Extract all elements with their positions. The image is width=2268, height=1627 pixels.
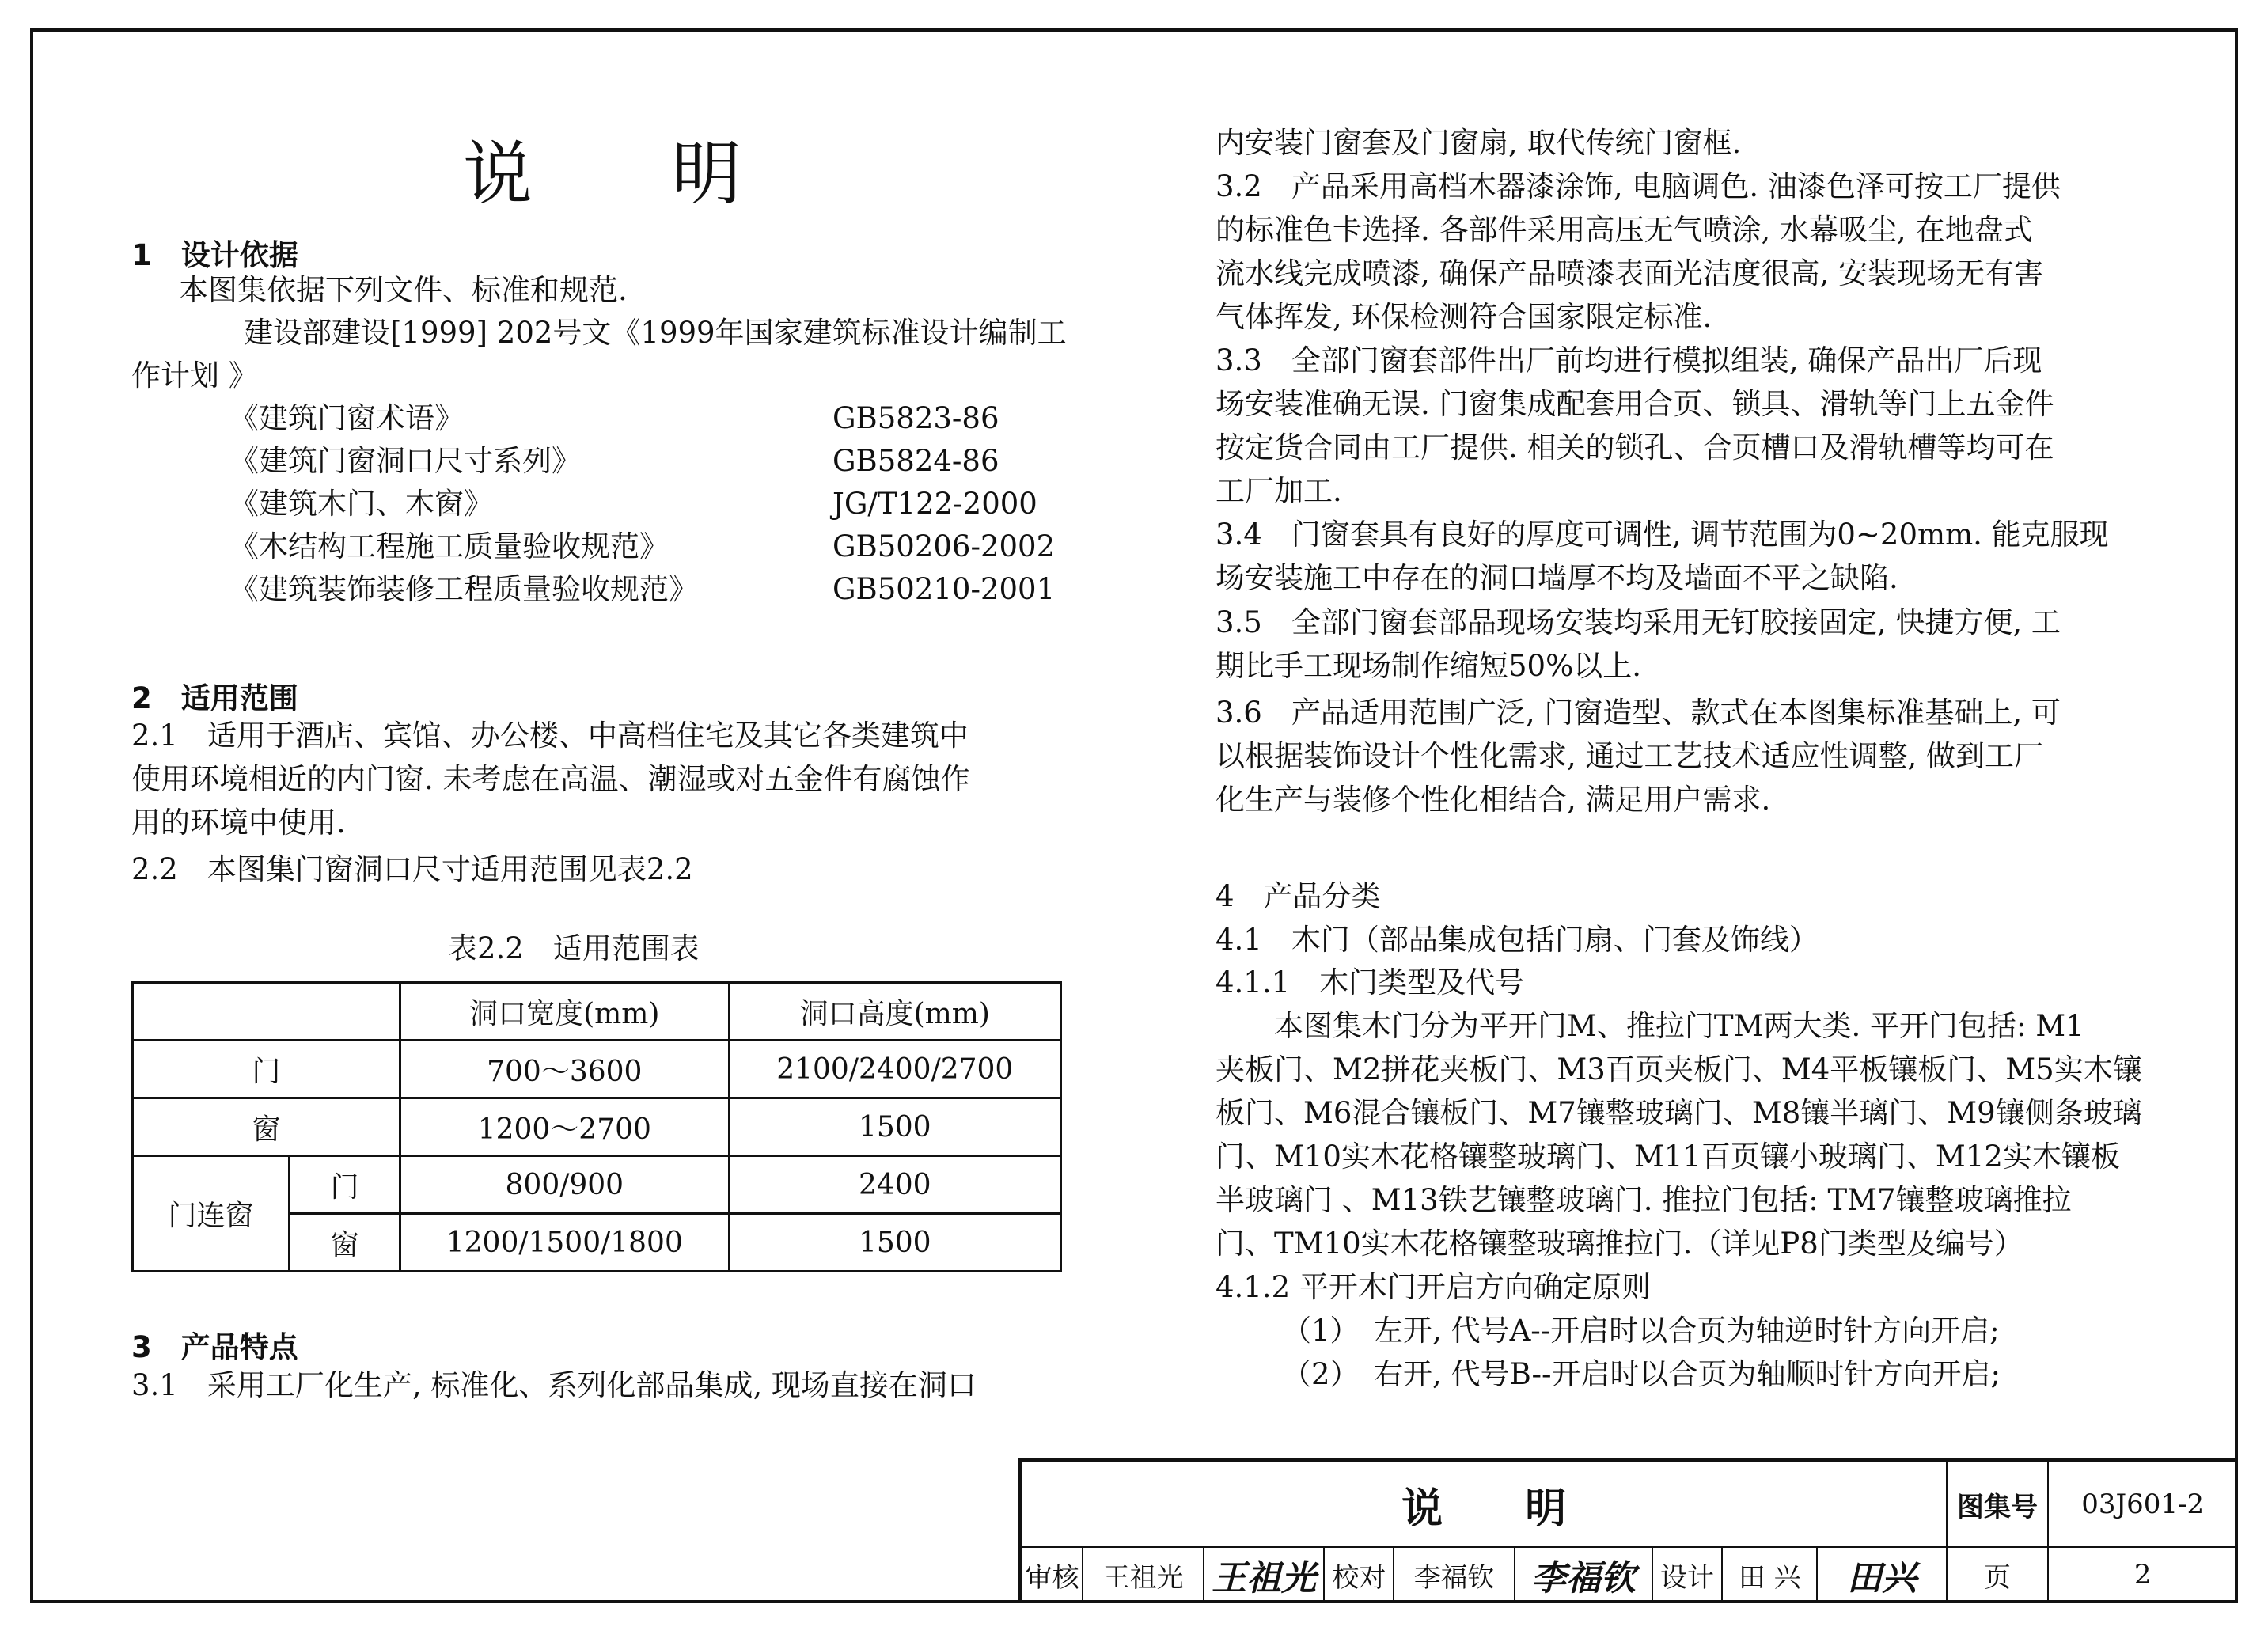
right-line: 场安装准确无误. 门窗集成配套用合页、锁具、滑轨等门上五金件 bbox=[1216, 387, 2054, 421]
section-1-intro: 本图集依据下列文件、标准和规范. bbox=[179, 273, 628, 307]
reviewer-signature: 王祖光 bbox=[1204, 1547, 1325, 1602]
table-row bbox=[133, 983, 1061, 1041]
right-line: 的标准色卡选择. 各部件采用高压无气喷涂, 水幕吸尘, 在地盘式 bbox=[1216, 213, 2033, 247]
section-1-heading: 1 设计依据 bbox=[131, 238, 298, 272]
cell-combo-window-width: 1200/1500/1800 bbox=[400, 1214, 730, 1272]
section-2-1-line: 2.1 适用于酒店、宾馆、办公楼、中高档住宅及其它各类建筑中 bbox=[131, 719, 969, 753]
section-2-1-line: 用的环境中使用. bbox=[131, 806, 346, 840]
section-2-heading: 2 适用范围 bbox=[131, 681, 298, 715]
right-line: 内安装门窗套及门窗扇, 取代传统门窗框. bbox=[1216, 126, 1742, 160]
right-line: 化生产与装修个性化相结合, 满足用户需求. bbox=[1216, 783, 1771, 817]
design-label: 设计 bbox=[1652, 1547, 1722, 1602]
right-line: 按定货合同由工厂提供. 相关的锁孔、合页槽口及滑轨槽等均可在 bbox=[1216, 430, 2054, 465]
door-type-line: 半玻璃门 、M13铁艺镶整玻璃门. 推拉门包括: TM7镶整玻璃推拉 bbox=[1216, 1183, 2072, 1217]
opening-rule-item: （2） 右开, 代号B--开启时以合页为轴顺时针方向开启; bbox=[1282, 1357, 2001, 1391]
right-line: 工厂加工. bbox=[1216, 474, 1342, 508]
standard-code: GB50206-2002 bbox=[832, 529, 1056, 563]
atlas-number-label: 图集号 bbox=[1947, 1462, 2049, 1547]
title-block bbox=[1018, 1458, 2238, 1603]
section-4-1-1: 4.1.1 木门类型及代号 bbox=[1216, 965, 1525, 999]
right-line: 期比手工现场制作缩短50%以上. bbox=[1216, 649, 1641, 683]
sub-label-window: 窗 bbox=[290, 1214, 400, 1272]
section-2-1-line: 使用环境相近的内门窗. 未考虑在高温、潮湿或对五金件有腐蚀作 bbox=[131, 762, 970, 796]
standard-code: GB5823-86 bbox=[832, 401, 999, 435]
standard-name: 《建筑装饰装修工程质量验收规范》 bbox=[229, 572, 698, 606]
cell-window-width: 1200～2700 bbox=[400, 1098, 730, 1156]
title-block-title: 说 明 bbox=[1022, 1462, 1947, 1547]
standard-code: JG/T122-2000 bbox=[832, 487, 1037, 521]
door-type-line: 门、M10实木花格镶整玻璃门、M11百页镶小玻璃门、M12实木镶板 bbox=[1216, 1140, 2120, 1174]
reviewer-name: 王祖光 bbox=[1083, 1547, 1204, 1602]
section-4-heading: 4 产品分类 bbox=[1216, 879, 1381, 913]
cell-combo-window-height: 1500 bbox=[729, 1214, 1060, 1272]
opening-rule-item: （1） 左开, 代号A--开启时以合页为轴逆时针方向开启; bbox=[1282, 1314, 2000, 1348]
right-line: 3.2 产品采用高档木器漆涂饰, 电脑调色. 油漆色泽可按工厂提供 bbox=[1216, 169, 2061, 203]
right-line: 以根据装饰设计个性化需求, 通过工艺技术适应性调整, 做到工厂 bbox=[1216, 739, 2044, 773]
table-row bbox=[133, 1041, 1061, 1098]
section-2-2: 2.2 本图集门窗洞口尺寸适用范围见表2.2 bbox=[131, 852, 693, 886]
designer-signature: 田兴 bbox=[1817, 1547, 1946, 1602]
range-table bbox=[131, 981, 1062, 1272]
page-title: 说 明 bbox=[463, 133, 742, 214]
right-line: 3.4 门窗套具有良好的厚度可调性, 调节范围为0~20mm. 能克服现 bbox=[1216, 518, 2109, 552]
standard-code: GB5824-86 bbox=[832, 444, 999, 478]
cell-combo-door-height: 2400 bbox=[729, 1156, 1060, 1214]
right-line: 气体挥发, 环保检测符合国家限定标准. bbox=[1216, 300, 1712, 334]
section-3-1: 3.1 采用工厂化生产, 标准化、系列化部品集成, 现场直接在洞口 bbox=[131, 1368, 977, 1402]
checker-name: 李福钦 bbox=[1394, 1547, 1515, 1602]
header-height: 洞口高度(mm) bbox=[729, 983, 1060, 1041]
door-type-line: 夹板门、M2拼花夹板门、M3百页夹板门、M4平板镶板门、M5实木镶 bbox=[1216, 1052, 2142, 1087]
atlas-number: 03J601-2 bbox=[2048, 1462, 2237, 1547]
sub-label-door: 门 bbox=[290, 1156, 400, 1214]
table-row bbox=[133, 1156, 1061, 1214]
table-row bbox=[133, 1098, 1061, 1156]
table-caption: 表2.2 适用范围表 bbox=[448, 931, 700, 965]
page-label: 页 bbox=[1947, 1547, 2049, 1602]
cell-combo-door-width: 800/900 bbox=[400, 1156, 730, 1214]
header-width: 洞口宽度(mm) bbox=[400, 983, 730, 1041]
designer-name: 田 兴 bbox=[1722, 1547, 1817, 1602]
cell-door-width: 700～3600 bbox=[400, 1041, 730, 1098]
right-line: 3.5 全部门窗套部品现场安装均采用无钉胶接固定, 快捷方便, 工 bbox=[1216, 605, 2061, 639]
page-number: 2 bbox=[2048, 1547, 2237, 1602]
cell-window-height: 1500 bbox=[729, 1098, 1060, 1156]
door-type-line: 板门、M6混合镶板门、M7镶整玻璃门、M8镶半璃门、M9镶侧条玻璃 bbox=[1216, 1096, 2142, 1130]
check-label: 校对 bbox=[1324, 1547, 1394, 1602]
checker-signature: 李福钦 bbox=[1515, 1547, 1652, 1602]
right-line: 流水线完成喷漆, 确保产品喷漆表面光洁度很高, 安装现场无有害 bbox=[1216, 256, 2044, 290]
standard-name: 《建筑门窗术语》 bbox=[229, 401, 464, 435]
standard-code: GB50210-2001 bbox=[832, 572, 1056, 606]
section-4-1: 4.1 木门（部品集成包括门扇、门套及饰线） bbox=[1216, 923, 1819, 957]
table-row bbox=[1022, 1462, 2237, 1547]
door-type-line: 本图集木门分为平开门M、推拉门TM两大类. 平开门包括: M1 bbox=[1216, 1009, 2084, 1043]
right-line: 3.6 产品适用范围广泛, 门窗造型、款式在本图集标准基础上, 可 bbox=[1216, 696, 2061, 730]
row-label-door: 门 bbox=[133, 1041, 400, 1098]
section-3-heading: 3 产品特点 bbox=[131, 1330, 298, 1364]
plan-reference-line-2: 作计划 》 bbox=[131, 358, 258, 393]
review-label: 审核 bbox=[1022, 1547, 1083, 1602]
row-label-door-with-window: 门连窗 bbox=[133, 1156, 290, 1272]
standard-name: 《木结构工程施工质量验收规范》 bbox=[229, 529, 669, 563]
standard-name: 《建筑木门、木窗》 bbox=[229, 487, 493, 521]
cell-door-height: 2100/2400/2700 bbox=[729, 1041, 1060, 1098]
right-line: 3.3 全部门窗套部件出厂前均进行模拟组装, 确保产品出厂后现 bbox=[1216, 343, 2042, 377]
table-row bbox=[1022, 1547, 2237, 1602]
door-type-line: 门、TM10实木花格镶整玻璃推拉门.（详见P8门类型及编号） bbox=[1216, 1227, 2023, 1261]
plan-reference-line-1: 建设部建设[1999] 202号文《1999年国家建筑标准设计编制工 bbox=[244, 316, 1067, 350]
section-4-1-2: 4.1.2 平开木门开启方向确定原则 bbox=[1216, 1270, 1651, 1304]
row-label-window: 窗 bbox=[133, 1098, 400, 1156]
right-line: 场安装施工中存在的洞口墙厚不均及墙面不平之缺陷. bbox=[1216, 561, 1898, 595]
standard-name: 《建筑门窗洞口尺寸系列》 bbox=[229, 444, 581, 478]
